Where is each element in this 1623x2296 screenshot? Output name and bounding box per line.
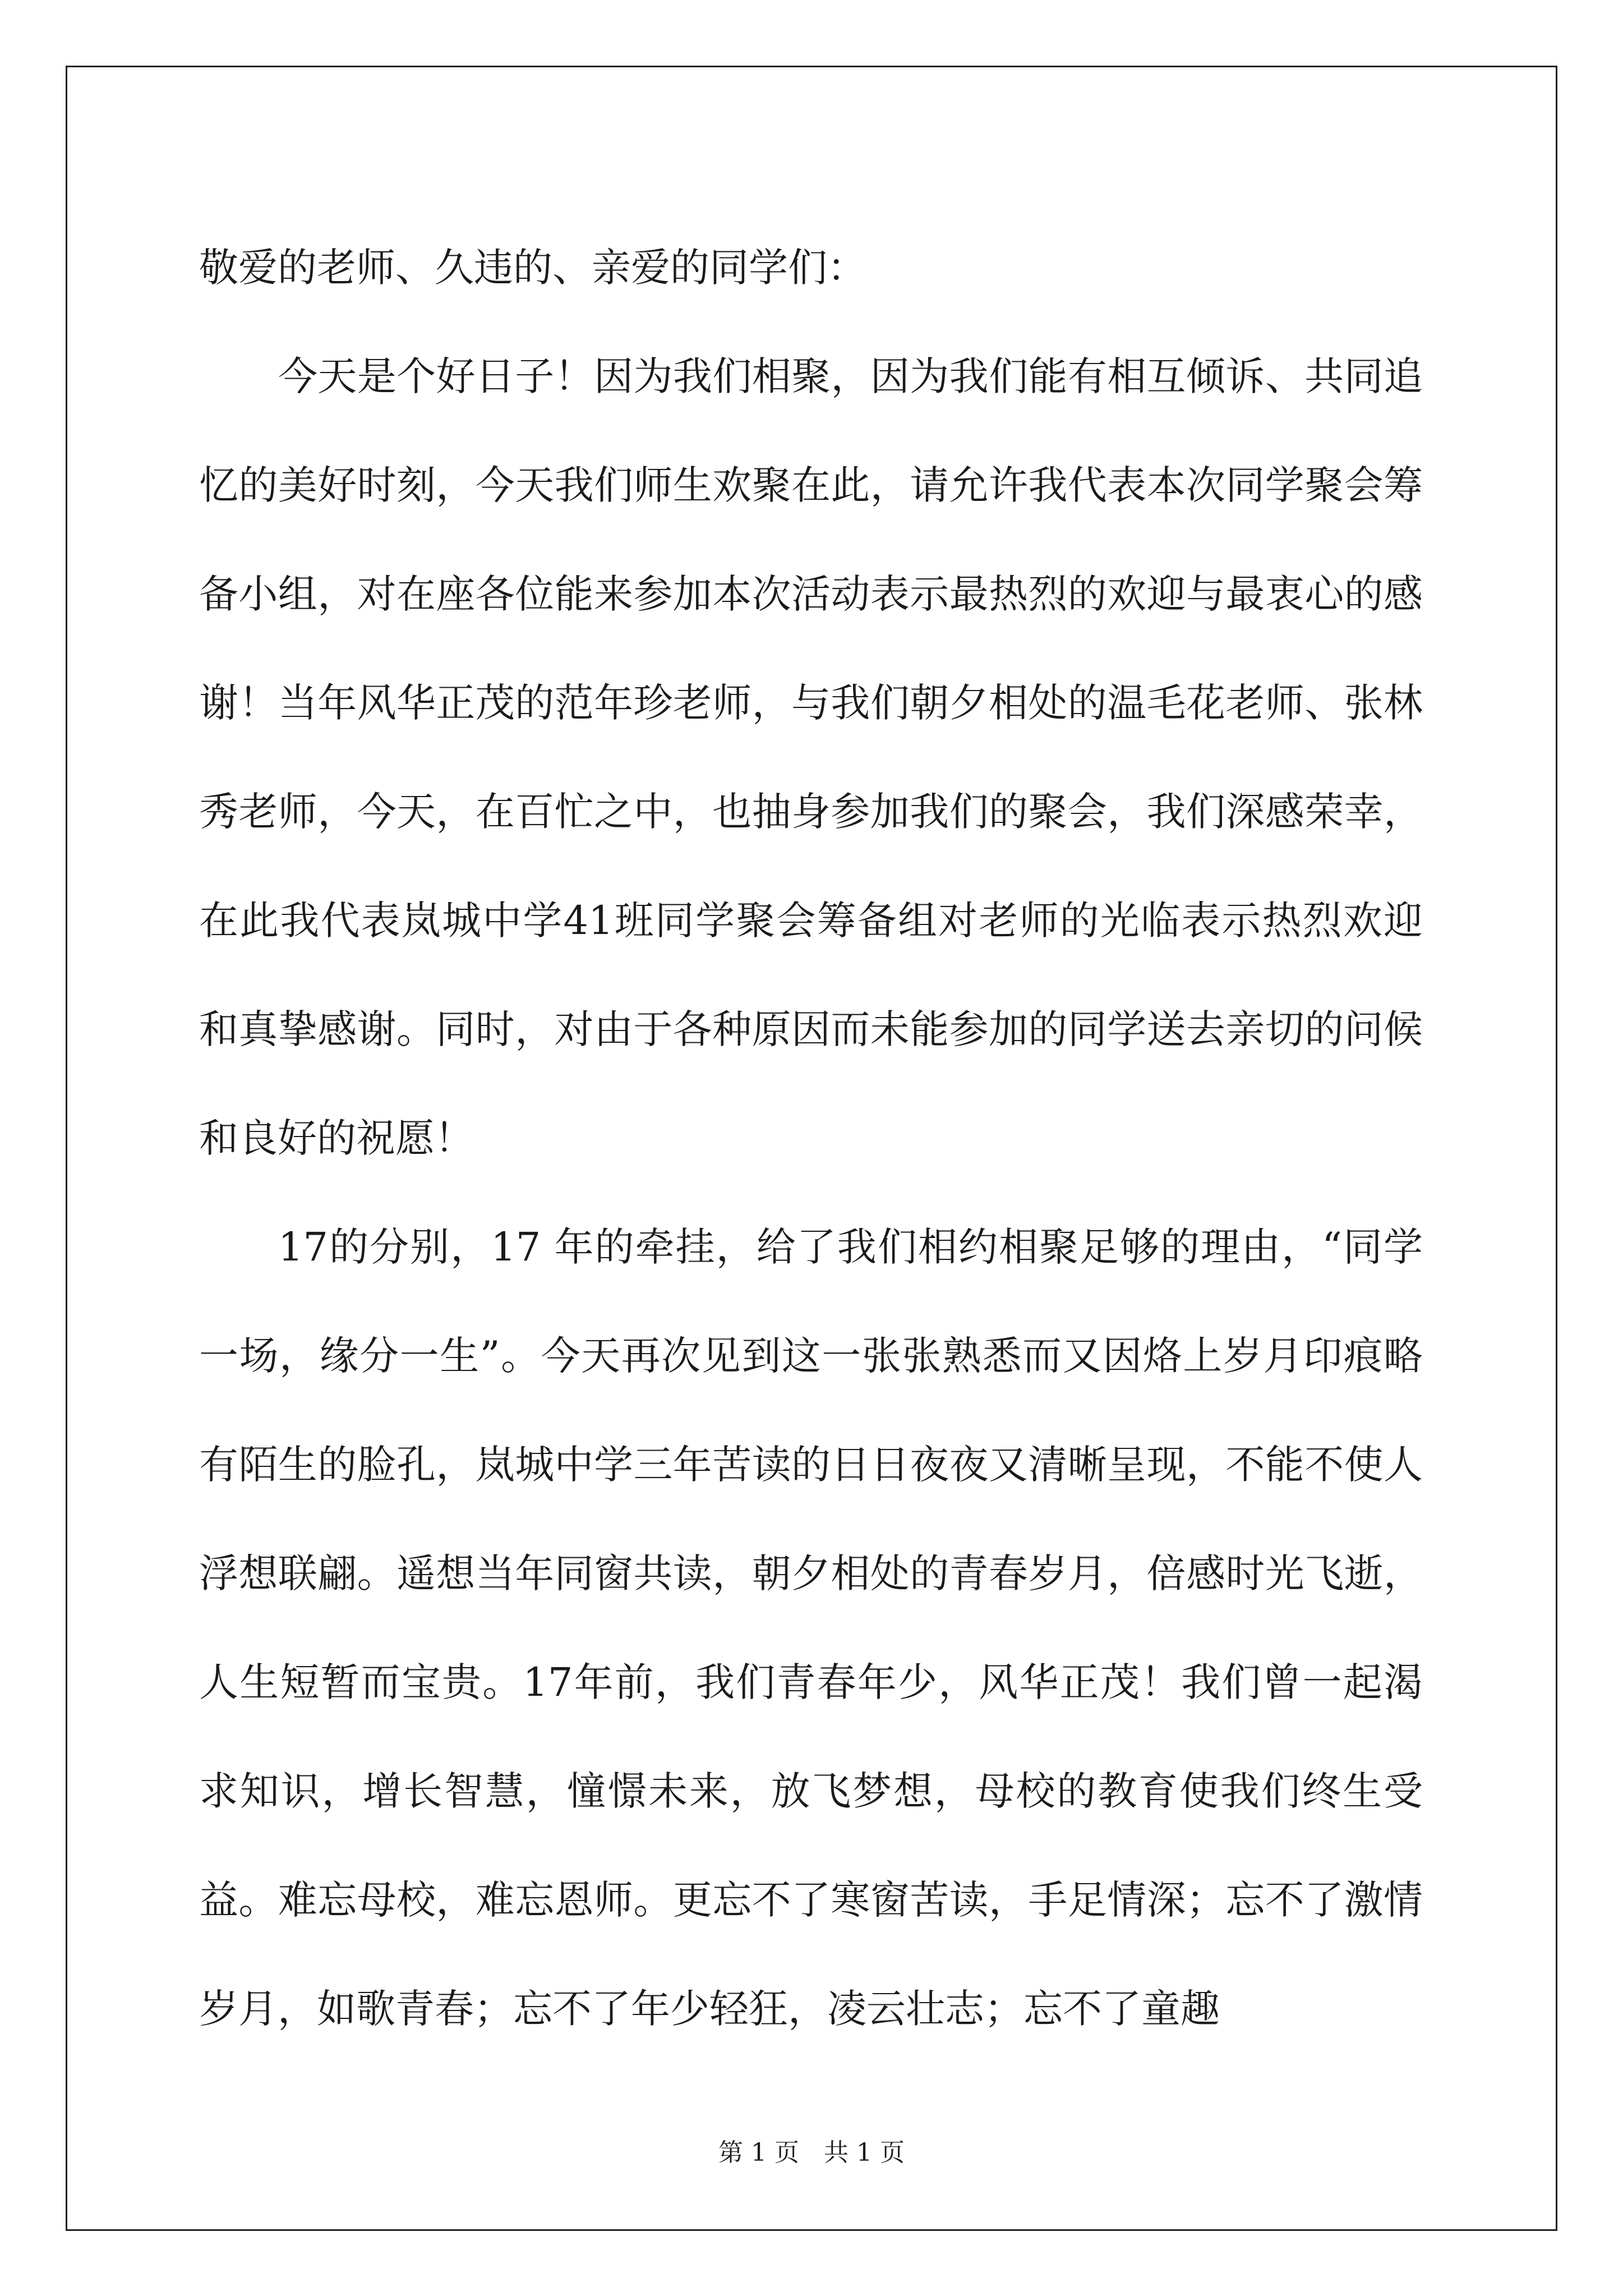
paragraph-1: 今天是个好日子！因为我们相聚，因为我们能有相互倾诉、共同追忆的美好时刻，今天我们师生欢聚在此，请允许我代表本次同学聚会筹备小组，对在座各位能来参加本次活动表示最热烈的欢迎与最衷心的感谢！当年风华正茂的范年珍老师，与我们朝夕相处的温毛花老师、张林秀老师，今天，在百忙之中，也抽身参加我们的聚会，我们深感荣幸，在此我代表岚城中学41班同学聚会筹备组对老师的光临表示热烈欢迎和真挚感谢。同时，对由于各种原因而未能参加的同学送去亲切的问候和良好的祝愿！ [199,353,1423,1161]
paragraph-2: 17的分别，17 年的牵挂，给了我们相约相聚足够的理由，“同学一场，缘分一生”。今天再次见到这一张张熟悉而又因烙上岁月印痕略有陌生的脸孔，岚城中学三年苦读的日日夜夜又清晰呈现，不能不使人浮想联翩。遥想当年同窗共读，朝夕相处的青春岁月，倍感时光飞逝，人生短暂而宝贵。17年前，我们青春年少，风华正茂！我们曾一起渴求知识，增长智慧，憧憬未来，放飞梦想，母校的教育使我们终生受益。难忘母校，难忘恩师。更忘不了寒窗苦读，手足情深；忘不了激情岁月，如歌青春；忘不了年少轻狂，凌云壮志；忘不了童趣 [199,1224,1423,2032]
greeting-line: 敬爱的老师、久违的、亲爱的同学们： [199,245,866,291]
page-number-footer: 第 1 页 共 1 页 [718,2138,905,2167]
document-body [199,213,1423,2063]
